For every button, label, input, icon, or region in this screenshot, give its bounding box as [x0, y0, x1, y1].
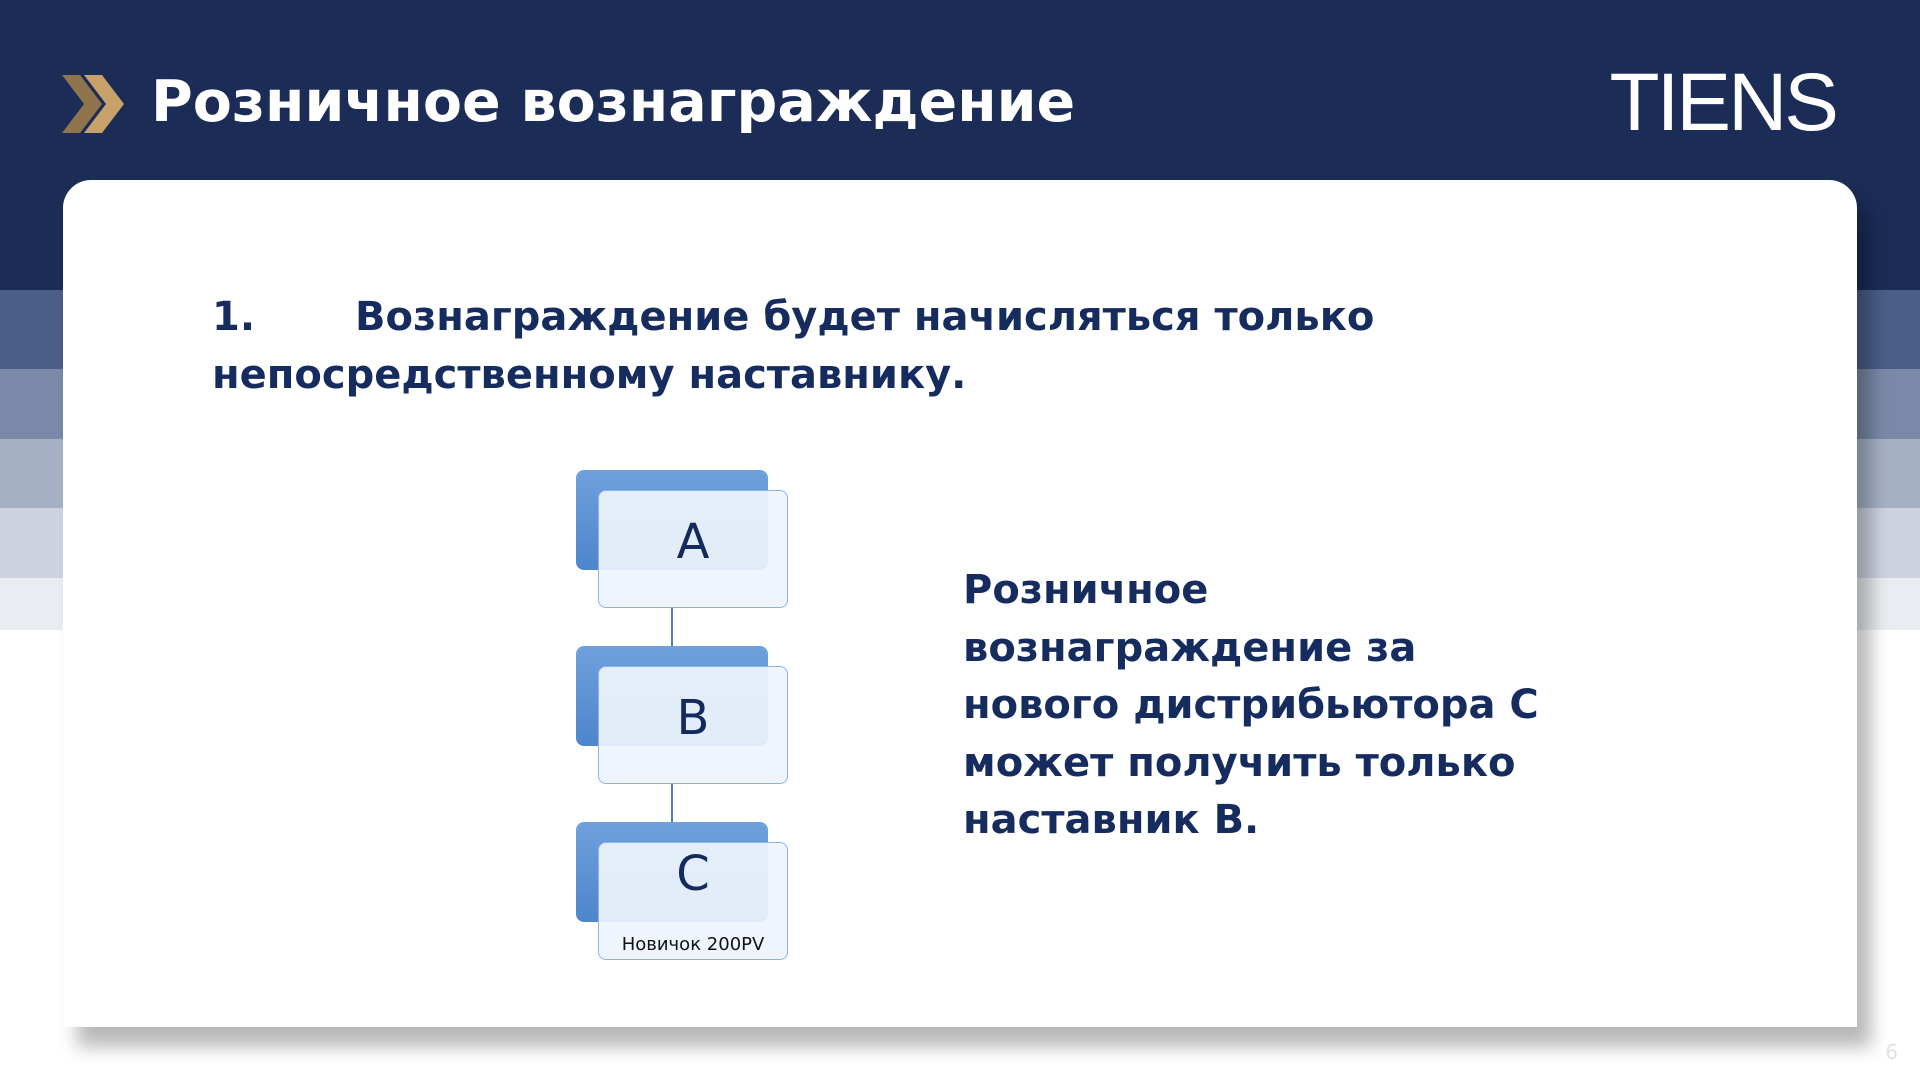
org-node-a	[576, 470, 790, 595]
double-chevron-right-icon	[62, 71, 128, 137]
point-paragraph	[212, 288, 1742, 404]
side-text-line: может получить только	[963, 739, 1516, 786]
org-node-b	[576, 646, 790, 771]
page-title: Розничное вознаграждение	[151, 69, 1076, 135]
side-text-line: вознаграждение за	[963, 624, 1417, 671]
node-label: A	[676, 514, 710, 570]
side-text-line: нового дистрибьютора С	[963, 682, 1539, 728]
point-text: Вознаграждение будет начисляться только непосредственному наставнику.	[212, 294, 1375, 398]
side-text-line: наставник В.	[963, 797, 1260, 843]
side-explanation	[963, 562, 1539, 850]
node-sublabel: Новичок 200PV	[621, 934, 765, 955]
brand-logo: TIENS	[1609, 57, 1836, 148]
node-label: C	[676, 846, 710, 902]
org-node-c	[576, 822, 790, 955]
node-label: B	[676, 690, 710, 746]
page-number: 6	[1885, 1040, 1898, 1064]
org-connector	[671, 782, 673, 824]
point-number: 1.	[212, 294, 256, 340]
side-text-line: Розничное	[963, 567, 1209, 613]
org-connector	[671, 605, 673, 647]
